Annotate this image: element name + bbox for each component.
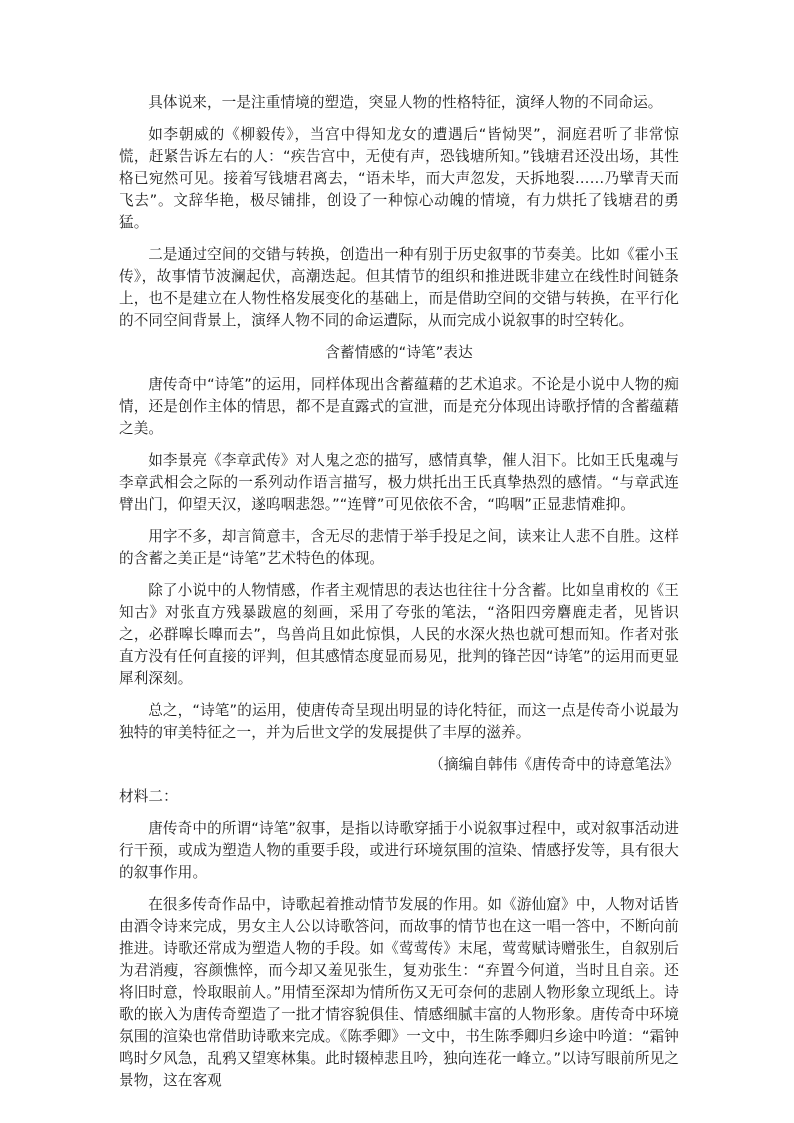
paragraph-emotion-shaping: 具体说来，一是注重情境的塑造，突显人物的性格特征，演绎人物的不同命运。 <box>148 94 663 111</box>
section-heading: 含蓄情感的“诗笔”表达 <box>325 344 473 361</box>
paragraph-shibi-narrative: 唐传奇中的所谓“诗笔”叙事，是指以诗歌穿插于小说叙事过程中，或对叙事活动进行干预，或成为塑造人物的重要手段，或进行环境氛围的渲染、情感抒发等，具有很大的叙事作用。 <box>119 820 679 881</box>
paragraph-poetry-plot: 在很多传奇作品中，诗歌起着推动情节发展的作用。如《游仙窟》中，人物对话皆由酒令诗来完成，男女主人公以诗歌答问，而故事的情节也在这一唱一答中，不断向前推进。诗歌还常成为塑造人物的手段。如《莺莺传》末尾，莺莺赋诗赠张生，自叙别后为君消瘦，容颜憔悴，而今却又羞见张生，复劝张生：“弃置今何道，当时且自亲。还将旧时意，怜取眼前人。”用情至深却为情所伤又无可奈何的悲剧人物形象立现纸上。诗歌的嵌入为唐传奇塑造了一批才情容貌俱佳、情感细腻丰富的人物形象。唐传奇中环境氛围的渲染也常借助诗歌来完成。《陈季卿》一文中，书生陈季卿归乡途中吟道：“霜钟鸣时夕风急，乱鸦又望寒林集。此时辍棹悲且吟，独向连花一峰立。”以诗写眼前所见之景物，这在客观 <box>119 896 679 1089</box>
paragraph-conclusion: 总之，“诗笔”的运用，使唐传奇呈现出明显的诗化特征，而这一点是传奇小说最为独特的审美特征之一，并为后世文学的发展提供了丰厚的滋养。 <box>119 702 679 741</box>
source-citation: （摘编自韩伟《唐传奇中的诗意笔法》 <box>429 756 679 773</box>
paragraph-concise-words: 用字不多，却言简意丰，含无尽的悲情于举手投足之间，读来让人悲不自胜。这样的含蓄之美正是“诗笔”艺术特色的体现。 <box>119 528 679 567</box>
paragraph-li-zhangwu-zhuan: 如李景亮《李章武传》对人鬼之恋的描写，感情真挚，催人泪下。比如王氏鬼魂与李章武相会之际的一系列动作语言描写，极力烘托出王氏真挚热烈的感情。“与章武连臂出门，仰望天汉，遂呜咽悲怨。”“连臂”可见依依不舍，“呜咽”正显悲情难抑。 <box>119 452 679 513</box>
material-two-label: 材料二： <box>119 788 178 805</box>
paragraph-wang-zhigu: 除了小说中的人物情感，作者主观情思的表达也往往十分含蓄。比如皇甫枚的《王知古》对张直方残暴跋扈的刻画，采用了夸张的笔法，“洛阳四旁麏鹿走者，见皆识之，必群嗥长嘷而去”，鸟兽尚且如此惊惧，人民的水深火热也就可想而知。作者对张直方没有任何直接的评判，但其感情态度显而易见，批判的锋芒因“诗笔”的运用而更显犀利深刻。 <box>119 582 679 687</box>
document-page <box>119 92 679 1092</box>
paragraph-shibi-usage: 唐传奇中“诗笔”的运用，同样体现出含蓄蕴藉的艺术追求。不论是小说中人物的痴情，还是创作主体的情思，都不是直露式的宣泄，而是充分体现出诗歌抒情的含蓄蕴藉之美。 <box>119 376 679 437</box>
paragraph-space-transition: 二是通过空间的交错与转换，创造出一种有别于历史叙事的节奏美。比如《霍小玉传》，故事情节波澜起伏，高潮迭起。但其情节的组织和推进既非建立在线性时间链条上，也不是建立在人物性格发展变化的基础上，而是借助空间的交错与转换，在平行化的不同空间背景上，演绎人物不同的命运遭际，从而完成小说叙事的时空转化。 <box>119 246 679 329</box>
paragraph-liuyi-zhuan: 如李朝威的《柳毅传》，当宫中得知龙女的遭遇后“皆恸哭”，洞庭君听了非常惊慌，赶紧告诉左右的人：“疾告宫中，无使有声，恐钱塘所知。”钱塘君还没出场，其性格已宛然可见。接着写钱塘君离去，“语未毕，而大声忽发，天拆地裂……乃擘青天而飞去”。文辞华艳，极尽铺排，创设了一种惊心动魄的情境，有力烘托了钱塘君的勇猛。 <box>119 126 679 231</box>
